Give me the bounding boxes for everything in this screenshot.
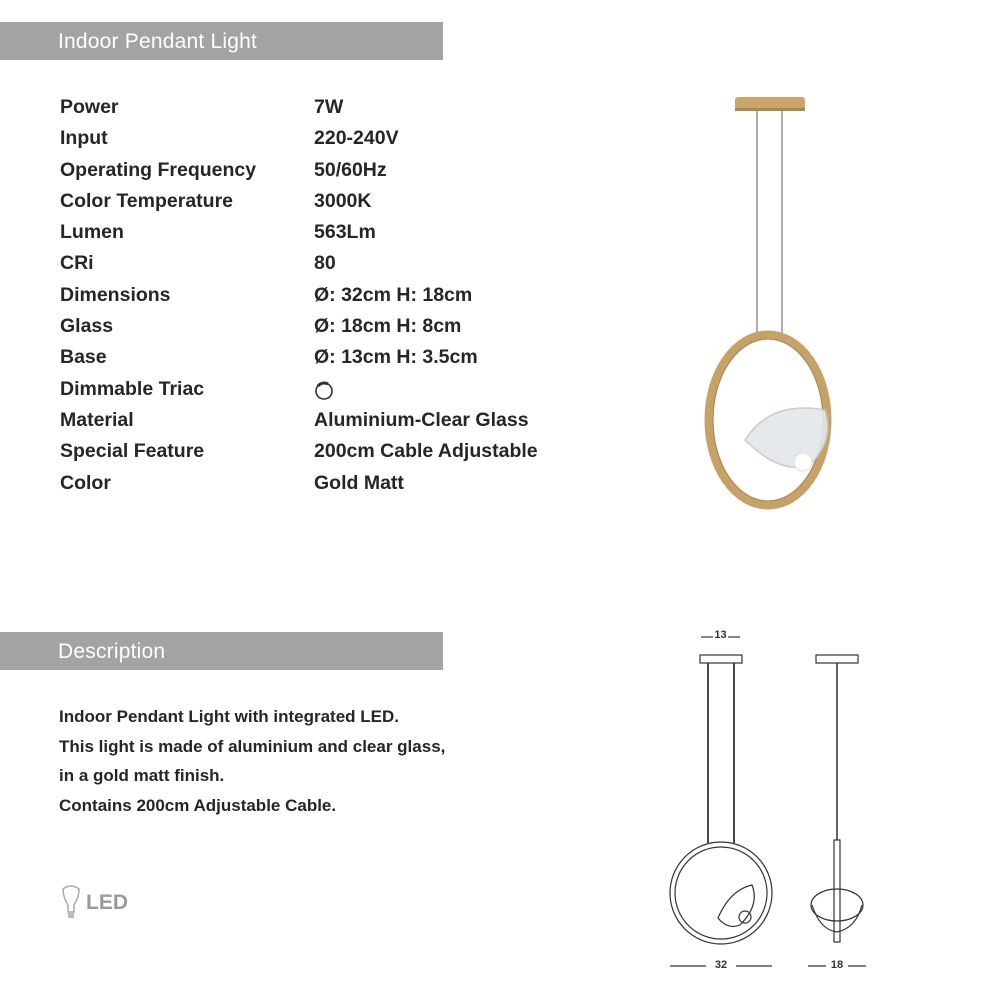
led-label: LED bbox=[86, 891, 128, 914]
spec-label: Color Temperature bbox=[60, 189, 234, 212]
dimension-base-width: 13 bbox=[714, 629, 727, 641]
spec-value: Ø: 18cm H: 8cm bbox=[314, 315, 462, 338]
spec-label: Input bbox=[60, 127, 108, 150]
spec-label: Base bbox=[60, 346, 107, 369]
spec-label: Dimensions bbox=[60, 283, 171, 306]
dimension-diameter: 32 bbox=[714, 959, 728, 971]
spec-label: Glass bbox=[60, 315, 114, 338]
dimension-depth: 18 bbox=[830, 959, 844, 971]
dimmable-icon bbox=[314, 378, 334, 407]
bulb-icon bbox=[60, 885, 82, 921]
spec-label: Lumen bbox=[60, 221, 124, 244]
spec-row bbox=[60, 346, 620, 377]
description-text bbox=[59, 702, 445, 820]
description-title: Description bbox=[58, 640, 166, 663]
spec-value: 50/60Hz bbox=[314, 158, 387, 181]
spec-value: 80 bbox=[314, 252, 336, 275]
spec-label: Operating Frequency bbox=[60, 158, 257, 181]
spec-label: Color bbox=[60, 471, 111, 494]
spec-row bbox=[60, 378, 620, 409]
spec-row bbox=[60, 252, 620, 283]
spec-value: 3000K bbox=[314, 189, 372, 212]
description-line: Contains 200cm Adjustable Cable. bbox=[59, 795, 337, 815]
spec-value: Gold Matt bbox=[314, 471, 404, 494]
spec-row bbox=[60, 472, 620, 503]
spec-row bbox=[60, 190, 620, 221]
spec-row bbox=[60, 221, 620, 252]
description-line: in a gold matt finish. bbox=[59, 766, 225, 785]
spec-row bbox=[60, 159, 620, 190]
spec-value: Ø: 32cm H: 18cm bbox=[314, 283, 473, 306]
spec-table bbox=[60, 96, 620, 503]
spec-row bbox=[60, 315, 620, 346]
description-line: This light is made of aluminium and clear glass, bbox=[59, 736, 446, 756]
spec-value: 200cm Cable Adjustable bbox=[314, 440, 538, 463]
spec-row bbox=[60, 440, 620, 471]
spec-row bbox=[60, 409, 620, 440]
spec-row bbox=[60, 284, 620, 315]
description-line: Indoor Pendant Light with integrated LED. bbox=[59, 707, 399, 726]
led-badge bbox=[60, 885, 128, 921]
spec-label: CRi bbox=[60, 252, 94, 275]
product-image bbox=[709, 97, 828, 505]
spec-value: 563Lm bbox=[314, 221, 376, 244]
spec-row bbox=[60, 96, 620, 127]
title-bar bbox=[0, 22, 443, 60]
description-bar bbox=[0, 632, 443, 670]
spec-label: Material bbox=[60, 408, 134, 431]
spec-value: Ø: 13cm H: 3.5cm bbox=[314, 346, 478, 369]
spec-value: Aluminium-Clear Glass bbox=[314, 408, 529, 431]
page-title: Indoor Pendant Light bbox=[58, 30, 257, 53]
spec-label: Special Feature bbox=[60, 440, 205, 463]
technical-drawing bbox=[670, 637, 866, 966]
spec-label: Power bbox=[60, 96, 119, 118]
spec-label: Dimmable Triac bbox=[60, 377, 205, 400]
spec-value: 7W bbox=[314, 96, 344, 118]
spec-row bbox=[60, 127, 620, 158]
spec-value: 220-240V bbox=[314, 127, 399, 150]
